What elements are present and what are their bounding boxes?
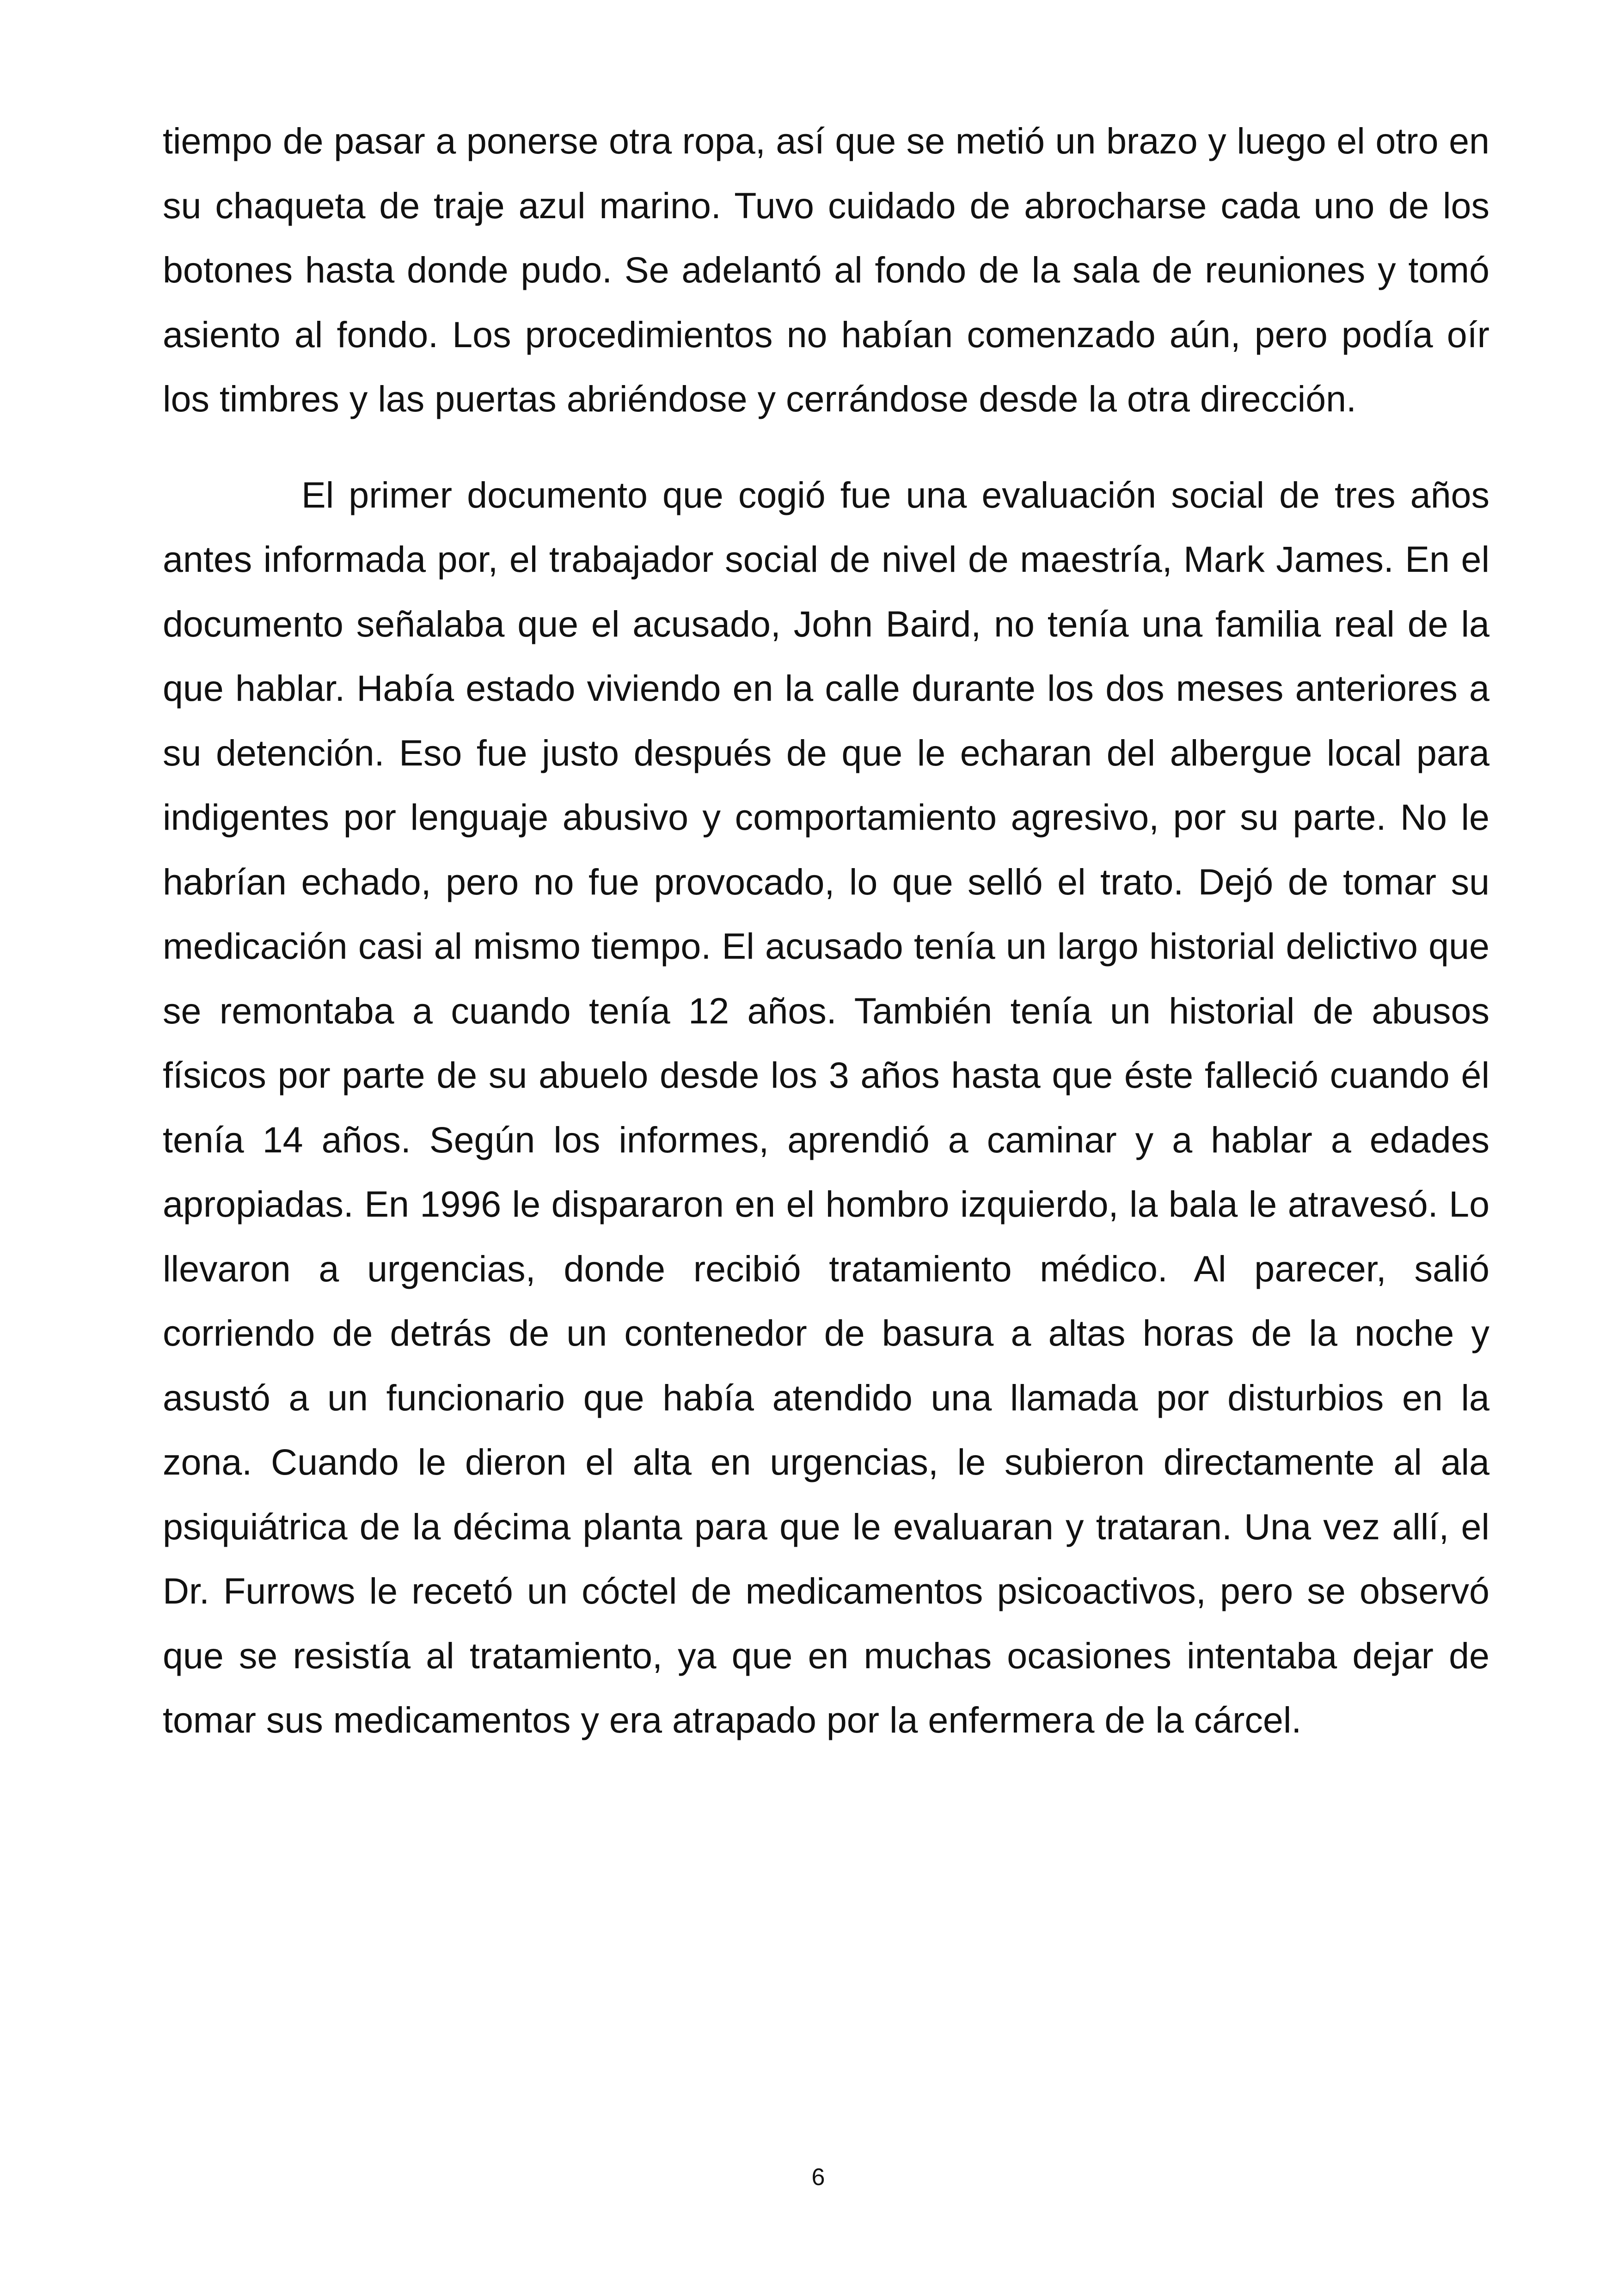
paragraph-continuation: tiempo de pasar a ponerse otra ropa, así que se metió un brazo y luego el otro en su chaqueta de traje azul marino. Tuvo cuidado de abrocharse cada uno de los botones hasta donde pudo. Se adelantó al fondo de la sala de reuniones y tomó asiento al fondo. Los procedimientos no habían comenzado aún, pero podía oír los timbres y las puertas abriéndose y cerrándose desde la otra dirección.	[163, 120, 1489, 419]
page-number: 6	[811, 2164, 825, 2191]
document-body	[163, 109, 1489, 1752]
paragraph-social-evaluation: El primer documento que cogió fue una evaluación social de tres años antes informada por, el trabajador social de nivel de maestría, Mark James. En el documento señalaba que el acusado, John Baird, no tenía una familia real de la que hablar. Había estado viviendo en la calle durante los dos meses anteriores a su detención. Eso fue justo después de que le echaran del albergue local para indigentes por lenguaje abusivo y comportamiento agresivo, por su parte. No le habrían echado, pero no fue provocado, lo que selló el trato. Dejó de tomar su medicación casi al mismo tiempo. El acusado tenía un largo historial delictivo que se remontaba a cuando tenía 12 años. También tenía un historial de abusos físicos por parte de su abuelo desde los 3 años hasta que éste falleció cuando él tenía 14 años. Según los informes, aprendió a caminar y a hablar a edades apropiadas. En 1996 le dispararon en el hombro izquierdo, la bala le atravesó. Lo llevaron a urgencias, donde recibió tratamiento médico. Al parecer, salió corriendo de detrás de un contenedor de basura a altas horas de la noche y asustó a un funcionario que había atendido una llamada por disturbios en la zona. Cuando le dieron el alta en urgencias, le subieron directamente al ala psiquiátrica de la décima planta para que le evaluaran y trataran. Una vez allí, el Dr. Furrows le recetó un cóctel de medicamentos psicoactivos, pero se observó que se resistía al tratamiento, ya que en muchas ocasiones intentaba dejar de tomar sus medicamentos y era atrapado por la enfermera de la cárcel.	[163, 474, 1489, 1740]
